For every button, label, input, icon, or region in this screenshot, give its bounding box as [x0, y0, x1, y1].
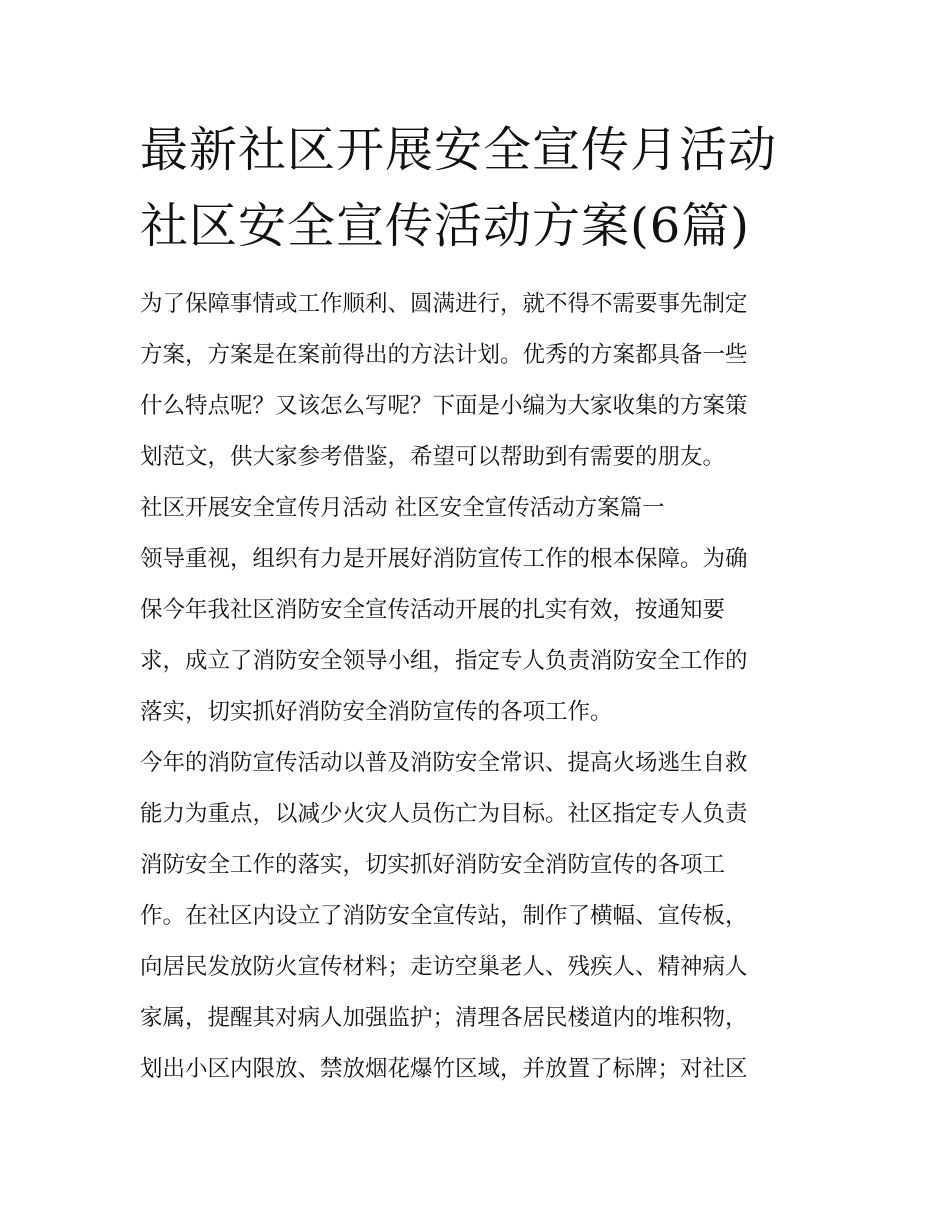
- paragraph-line: 保今年我社区消防安全宣传活动开展的扎实有效，按通知要: [140, 597, 726, 623]
- paragraph-line: 方案，方案是在案前得出的方法计划。优秀的方案都具备一些: [140, 342, 748, 368]
- paragraph-line: 为了保障事情或工作顺利、圆满进行，就不得不需要事先制定: [140, 291, 748, 317]
- title-line: 社区安全宣传活动方案(6篇): [140, 198, 750, 254]
- paragraph-line: 今年的消防宣传活动以普及消防安全常识、提高火场逃生自救: [140, 750, 748, 776]
- paragraph-line: 划范文，供大家参考借鉴，希望可以帮助到有需要的朋友。: [140, 444, 726, 470]
- paragraph-line: 向居民发放防火宣传材料；走访空巢老人、残疾人、精神病人: [140, 954, 748, 980]
- title-line: 最新社区开展安全宣传月活动: [140, 122, 778, 178]
- paragraph-line: 作。在社区内设立了消防安全宣传站，制作了横幅、宣传板，: [140, 903, 748, 929]
- paragraph-line: 家属，提醒其对病人加强监护；清理各居民楼道内的堆积物，: [140, 1005, 748, 1031]
- paragraph-line: 什么特点呢？又该怎么写呢？下面是小编为大家收集的方案策: [140, 393, 748, 419]
- document-title: [140, 112, 820, 264]
- paragraph-line: 落实，切实抓好消防安全消防宣传的各项工作。: [140, 699, 613, 725]
- paragraph-line: 划出小区内限放、禁放烟花爆竹区域，并放置了标牌；对社区: [140, 1056, 748, 1082]
- paragraph-line: 领导重视，组织有力是开展好消防宣传工作的根本保障。为确: [140, 546, 748, 572]
- section-heading: 社区开展安全宣传月活动 社区安全宣传活动方案篇一: [140, 495, 665, 521]
- document-body: [140, 279, 820, 1095]
- paragraph-line: 求，成立了消防安全领导小组，指定专人负责消防安全工作的: [140, 648, 748, 674]
- paragraph-line: 能力为重点，以减少火灾人员伤亡为目标。社区指定专人负责: [140, 801, 748, 827]
- paragraph-line: 消防安全工作的落实，切实抓好消防安全消防宣传的各项工: [140, 852, 726, 878]
